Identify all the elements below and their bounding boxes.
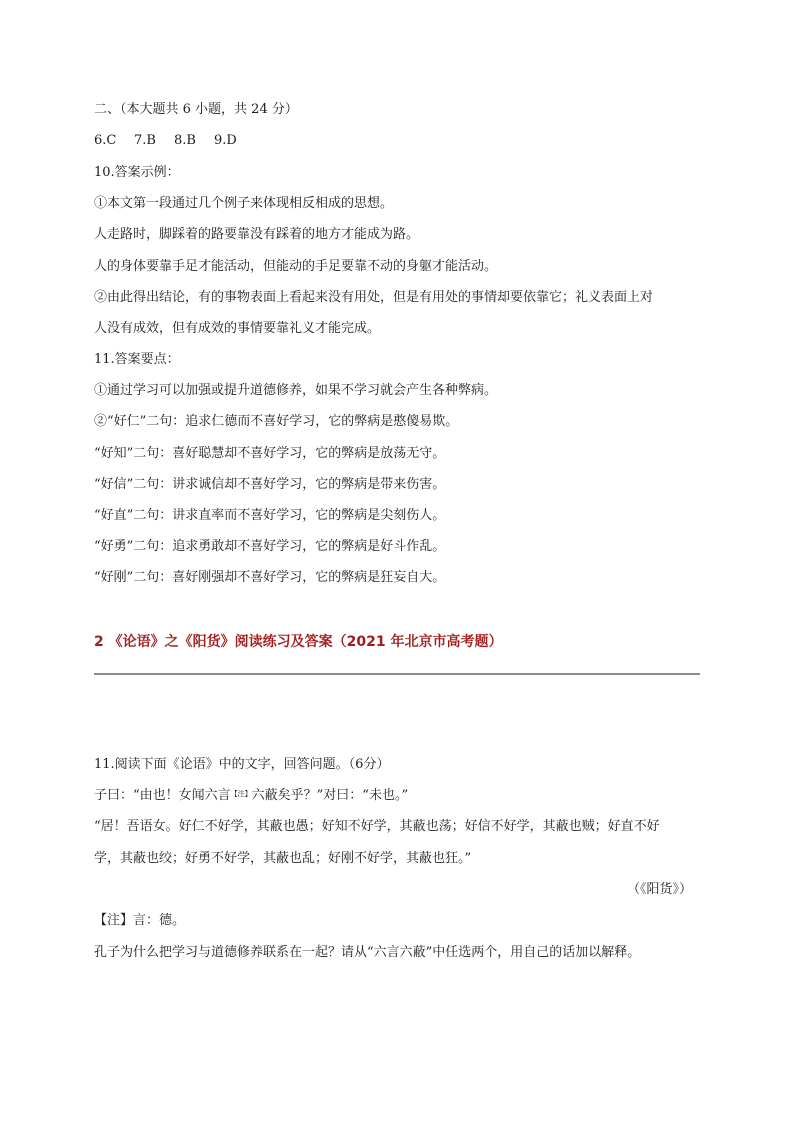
q11-line: ②“好仁”二句：追求仁德而不喜好学习，它的弊病是憨傻易欺。 xyxy=(94,414,459,429)
q10-line: ①本文第一段通过几个例子来体现相反相成的思想。 xyxy=(94,196,394,211)
source-citation: （《阳货》） xyxy=(626,882,692,897)
q11-line: “好知”二句：喜好聪慧却不喜好学习，它的弊病是放荡无守。 xyxy=(94,446,446,461)
article-heading: 2 《论语》之《阳货》阅读练习及答案（2021 年北京市高考题） xyxy=(94,634,503,650)
q11-line: “好刚”二句：喜好刚强却不喜好学习，它的弊病是狂妄自大。 xyxy=(94,570,446,585)
answer-list xyxy=(94,132,237,150)
question-title: 11.阅读下面《论语》中的文字，回答问题。（6分） xyxy=(94,757,390,772)
passage-line xyxy=(94,787,408,805)
passage-line: “居！吾语女。好仁不好学，其蔽也愚；好知不好学，其蔽也荡；好信不好学，其蔽也贼；好直不好 xyxy=(94,819,660,834)
q11-line: “好直”二句：讲求直率而不喜好学习，它的弊病是尖刻伤人。 xyxy=(94,508,446,523)
passage-text: 六蔽矣乎？”对曰：“未也。” xyxy=(251,788,409,803)
note-marker: 【注】 xyxy=(230,790,252,798)
question-prompt: 孔子为什么把学习与道德修养联系在一起？请从“六言六蔽”中任选两个，用自己的话加以解释。 xyxy=(94,945,641,960)
divider xyxy=(94,673,700,675)
q10-title: 10.答案示例： xyxy=(94,165,180,180)
passage-line: 学，其蔽也绞；好勇不好学，其蔽也乱；好刚不好学，其蔽也狂。” xyxy=(94,851,472,866)
q10-line: 人走路时，脚踩着的路要靠没有踩着的地方才能成为路。 xyxy=(94,227,420,242)
q11-line: ①通过学习可以加强或提升道德修养，如果不学习就会产生各种弊病。 xyxy=(94,383,498,398)
q10-line: 人的身体要靠手足才能活动，但能动的手足要靠不动的身躯才能活动。 xyxy=(94,259,498,274)
annotation-note: 【注】言：德。 xyxy=(94,913,186,928)
q11-line: “好勇”二句：追求勇敢却不喜好学习，它的弊病是好斗作乱。 xyxy=(94,539,446,554)
section-title: 二、（本大题共 6 小题，共 24 分） xyxy=(94,102,298,117)
q11-title: 11.答案要点： xyxy=(94,352,180,367)
answer-item: 6.C xyxy=(94,133,117,148)
q10-line: ②由此得出结论，有的事物表面上看起来没有用处，但是有用处的事情却要依靠它；礼义表面上对 xyxy=(94,290,654,305)
q10-line: 人没有成效，但有成效的事情要靠礼义才能完成。 xyxy=(94,321,381,336)
passage-text: 子曰：“由也！女闻六言 xyxy=(94,788,231,803)
q11-line: “好信”二句：讲求诚信却不喜好学习，它的弊病是带来伤害。 xyxy=(94,477,446,492)
answer-item: 7.B xyxy=(134,133,156,148)
answer-item: 9.D xyxy=(214,133,237,148)
answer-item: 8.B xyxy=(174,133,196,148)
